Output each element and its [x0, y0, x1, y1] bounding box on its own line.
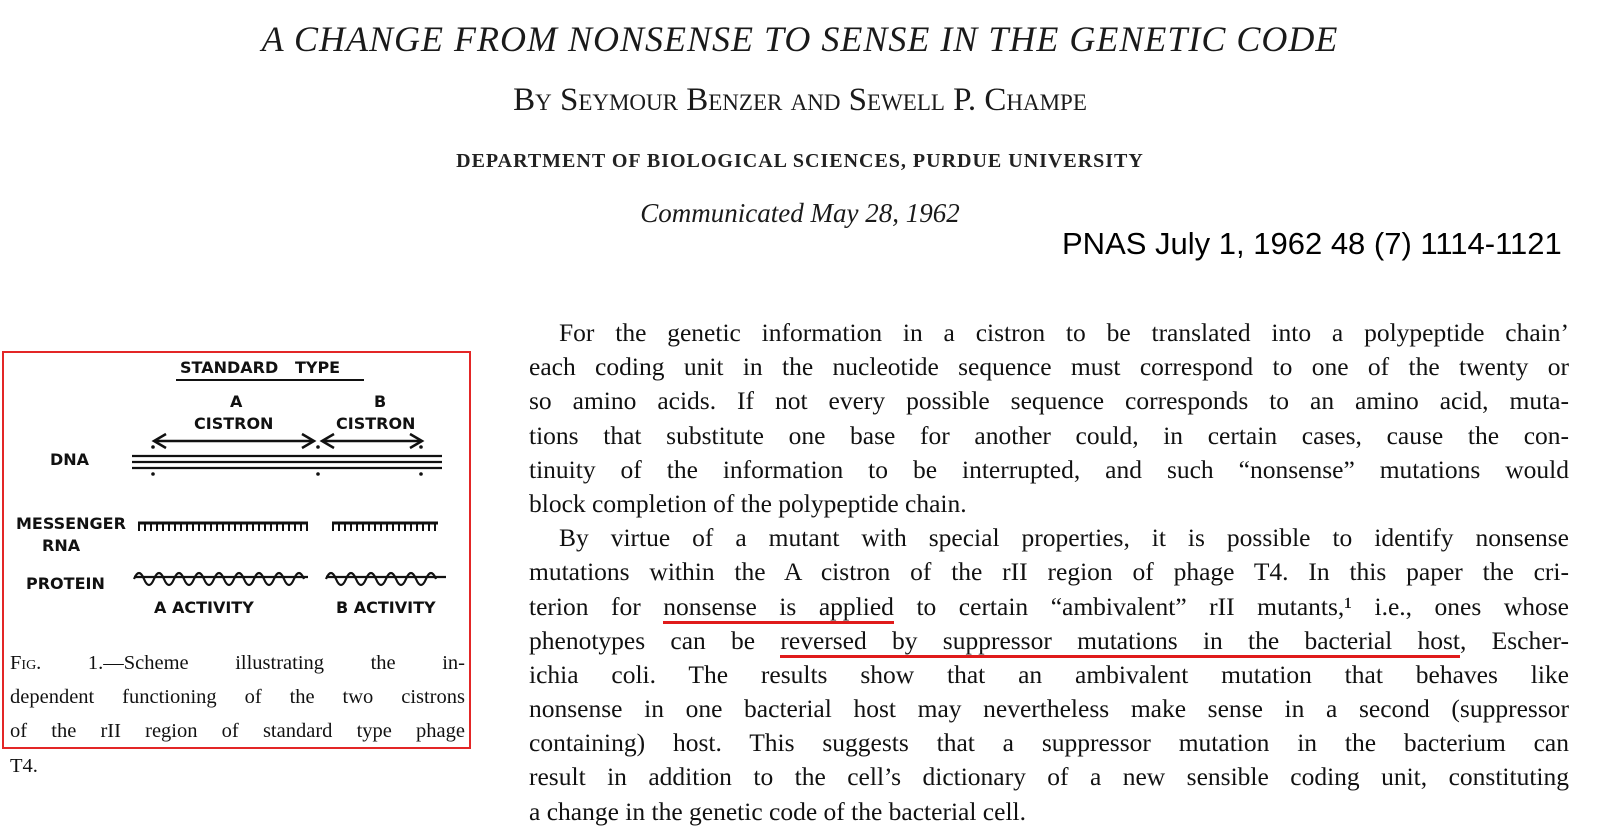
- caption-line: dependent functioning of the two cistrons: [10, 686, 465, 709]
- dna-strands: [132, 456, 442, 468]
- cistron-a-arrow: [154, 434, 314, 448]
- mrna-a-strand: [138, 523, 308, 527]
- cistron-a-label: CISTRON: [194, 414, 274, 433]
- mrna-b-strand: [332, 523, 438, 527]
- cistron-b-label: CISTRON: [336, 414, 416, 433]
- paragraph-2-line-underline: [529, 590, 1569, 624]
- dna-label: DNA: [50, 450, 90, 469]
- paragraph-1-line: block completion of the polypeptide chain.: [529, 488, 967, 518]
- cistron-b-arrow: [322, 434, 422, 448]
- figure-caption: [10, 652, 465, 789]
- paragraph-2-line: nonsense in one bacterial host may nevertheless make sense in a second (suppressor: [529, 694, 1569, 724]
- citation-label: PNAS July 1, 1962 48 (7) 1114-1121: [1062, 226, 1562, 261]
- protein-b-helix: [326, 573, 446, 585]
- protein-label: PROTEIN: [26, 574, 105, 593]
- figure-1: [2, 351, 471, 777]
- caption-line: T4.: [10, 754, 38, 777]
- figure-heading: STANDARD TYPE: [180, 358, 341, 377]
- body-text: [529, 316, 1569, 829]
- protein-a-helix: [134, 573, 308, 585]
- text-run: phenotypes can be: [529, 625, 781, 655]
- caption-lead: Fig. 1.: [10, 652, 104, 674]
- b-activity-label: B ACTIVITY: [336, 598, 436, 617]
- paragraph-1-line: so amino acids. If not every possible sequence corresponds to an amino acid, muta-: [529, 386, 1569, 416]
- paragraph-2-line: a change in the genetic code of the bacterial cell.: [529, 796, 1026, 826]
- mrna-label-2: RNA: [42, 536, 81, 555]
- paragraph-2-line: result in addition to the cell’s dictionary of a new sensible coding unit, constituting: [529, 762, 1569, 792]
- paragraph-2-line: containing) host. This suggests that a suppressor mutation in the bacterium can: [529, 728, 1569, 758]
- highlight-suppressor-mutations: reversed by suppressor mutations in the bacterial host: [780, 626, 1460, 658]
- text-run: , Escher-: [1460, 625, 1569, 655]
- department: DEPARTMENT OF BIOLOGICAL SCIENCES, PURDUE UNIVERSITY: [456, 150, 1144, 172]
- text-run: terion for: [529, 591, 664, 621]
- paragraph-2-line-underline: [529, 624, 1569, 658]
- figure-diagram: [4, 353, 469, 653]
- mrna-label-1: MESSENGER: [16, 514, 126, 533]
- a-activity-label: A ACTIVITY: [154, 598, 254, 617]
- paper-title: A CHANGE FROM NONSENSE TO SENSE IN THE GENETIC CODE: [261, 19, 1339, 59]
- caption-line: Scheme illustrating the in-: [123, 652, 465, 674]
- paragraph-2-line: mutations within the A cistron of the rII region of phage T4. In this paper the cri-: [529, 557, 1569, 587]
- highlight-nonsense-applied: nonsense is applied: [663, 592, 894, 624]
- caption-line: of the rII region of standard type phage: [10, 720, 465, 743]
- cistron-a-letter: A: [230, 392, 243, 411]
- text-run: to certain “ambivalent” rII mutants,¹ i.e., ones whose: [893, 591, 1569, 621]
- paragraph-2-line: By virtue of a mutant with special properties, it is possible to identify nonsense: [559, 523, 1569, 553]
- paragraph-2-line: ichia coli. The results show that an ambivalent mutation that behaves like: [529, 659, 1569, 689]
- paragraph-1-line: tinuity of the information to be interrupted, and such “nonsense” mutations would: [529, 454, 1569, 484]
- cistron-b-letter: B: [374, 392, 387, 411]
- paper-authors: By Seymour Benzer and Sewell P. Champe: [513, 82, 1087, 118]
- communicated-date: Communicated May 28, 1962: [640, 198, 960, 228]
- paragraph-1-line: each coding unit in the nucleotide sequence must correspond to one of the twenty or: [529, 352, 1569, 382]
- paragraph-1-line: tions that substitute one base for another could, in certain cases, cause the con-: [529, 420, 1569, 450]
- dna-boundary-marks: [151, 445, 423, 476]
- paragraph-1-line: For the genetic information in a cistron to be translated into a polypeptide chain’: [559, 318, 1569, 347]
- caption-dash: —: [103, 652, 124, 674]
